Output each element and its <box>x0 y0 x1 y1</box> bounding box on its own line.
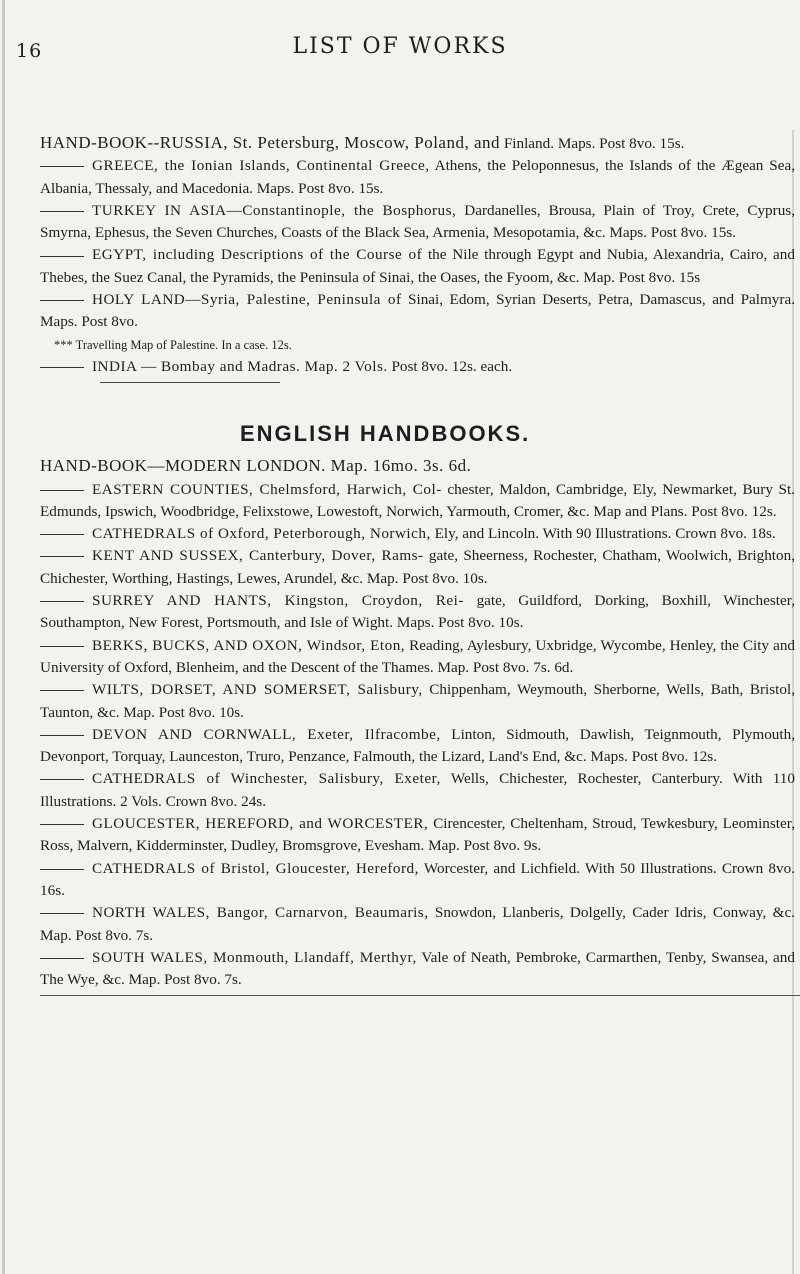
catalogue-entry <box>40 455 795 478</box>
entry-description: Finland. Maps. Post 8vo. 15s. <box>503 135 685 152</box>
catalogue-entry <box>40 813 795 858</box>
catalogue-entry <box>40 768 795 813</box>
entry-heading: WILTS, DORSET, AND SOMERSET, Salisbury, <box>92 681 423 699</box>
entry-description: Snowdon, Llanberis, Dolgelly, Cader Idris, Conway, &c. Map. Post 8vo. 7s. <box>40 904 795 944</box>
ditto-dash <box>40 601 84 602</box>
entry-heading: NORTH WALES, Bangor, Carnarvon, Beaumaris, <box>92 904 429 922</box>
ditto-dash <box>40 556 84 557</box>
entry-description: Cirencester, Cheltenham, Stroud, Tewkesbury, Leominster, Ross, Malvern, Kidderminster, Dudley, Bromsgrove, Evesham. Map. Post 8vo. 9s. <box>40 815 795 855</box>
ditto-dash <box>40 646 84 647</box>
entry-heading: TURKEY IN ASIA—Constantinople, the Bosphorus, <box>92 201 457 219</box>
ditto-dash <box>40 490 84 491</box>
ditto-dash <box>40 779 84 780</box>
foreign-handbooks-list <box>40 132 795 378</box>
entry-heading: CATHEDRALS of Bristol, Gloucester, Hereford, <box>92 859 419 877</box>
catalogue-entry <box>40 155 795 200</box>
catalogue-entry <box>40 724 795 769</box>
ditto-dash <box>40 166 84 167</box>
catalogue-entry <box>40 132 795 155</box>
end-rule <box>40 995 800 996</box>
section-rule <box>100 382 280 383</box>
entry-description: chester, Maldon, Cambridge, Ely, Newmarket, Bury St. Edmunds, Ipswich, Woodbridge, Felixstowe, Lowestoft, Norwich, Yarmouth, Cromer, &c. Map and Plans. Post 8vo. 12s. <box>40 480 796 520</box>
entry-heading: SOUTH WALES, Monmouth, Llandaff, Merthyr, <box>92 948 417 966</box>
page-content <box>40 132 795 996</box>
entry-description: Athens, the Peloponnesus, the Islands of the Ægean Sea, Albania, Thessaly, and Macedonia. Maps. Post 8vo. 15s. <box>40 157 795 197</box>
entry-description: Linton, Sidmouth, Dawlish, Teignmouth, Plymouth, Devonport, Torquay, Launceston, Truro, Penzance, Falmouth, the Lizard, Land's End, &c. Maps. Post 8vo. 12s. <box>40 725 795 766</box>
entry-heading: EASTERN COUNTIES, Chelmsford, Harwich, Col- <box>92 480 442 498</box>
entry-description: gate, Guildford, Dorking, Boxhill, Winchester, Southampton, New Forest, Portsmouth, and Isle of Wight. Maps. Post 8vo. 10s. <box>40 592 796 632</box>
entry-description: Vale of Neath, Pembroke, Carmarthen, Tenby, Swansea, and The Wye, &c. Map. Post 8vo. 7s. <box>40 948 795 989</box>
catalogue-entry <box>40 679 795 724</box>
entry-description: Worcester, and Lichfield. With 50 Illustrations. Crown 8vo. 16s. <box>40 859 795 899</box>
catalogue-entry <box>40 635 795 680</box>
entry-description: Ely, and Lincoln. With 90 Illustrations. Crown 8vo. 18s. <box>434 525 776 543</box>
entry-description: Post 8vo. 12s. each. <box>391 357 513 375</box>
catalogue-entry <box>40 289 795 334</box>
section-title: ENGLISH HANDBOOKS. <box>240 421 531 447</box>
entry-description: gate, Sheerness, Rochester, Chatham, Woolwich, Brighton, Chichester, Worthing, Hastings, Lewes, Arundel, &c. Map. Post 8vo. 10s. <box>40 547 795 587</box>
page-edge-shadow <box>2 0 5 1274</box>
catalogue-entry <box>40 334 795 356</box>
english-handbooks-list <box>40 455 795 991</box>
entry-heading: KENT AND SUSSEX, Canterbury, Dover, Rams- <box>92 547 424 565</box>
entry-description: *** Travelling Map of Palestine. In a case. 12s. <box>54 337 292 352</box>
catalogue-entry <box>40 479 795 524</box>
entry-description: Reading, Aylesbury, Uxbridge, Wycombe, Henley, the City and University of Oxford, Blenheim, and the Descent of the Thames. Map. Post 8vo. 7s. 6d. <box>40 636 796 676</box>
ditto-dash <box>40 869 84 870</box>
entry-heading: DEVON AND CORNWALL, Exeter, Ilfracombe, <box>92 725 441 743</box>
catalogue-entry <box>40 947 795 992</box>
ditto-dash <box>40 534 84 535</box>
ditto-dash <box>40 958 84 959</box>
catalogue-entry <box>40 356 795 378</box>
ditto-dash <box>40 256 84 257</box>
page-number: 16 <box>16 40 43 62</box>
ditto-dash <box>40 824 84 825</box>
catalogue-entry <box>40 545 795 590</box>
entry-heading: INDIA — Bombay and Madras. Map. 2 Vols. <box>92 357 388 375</box>
entry-heading: HAND-BOOK--RUSSIA, St. Petersburg, Moscow, Poland, and <box>40 133 501 152</box>
ditto-dash <box>40 300 84 301</box>
catalogue-entry <box>40 244 795 289</box>
ditto-dash <box>40 367 84 368</box>
entry-heading: EGYPT, including Descriptions of the Course of <box>92 246 423 264</box>
entry-heading: GLOUCESTER, HEREFORD, and WORCESTER, <box>92 815 429 833</box>
entry-heading: HOLY LAND—Syria, Palestine, Peninsula of <box>92 291 402 309</box>
catalogue-entry <box>40 523 795 545</box>
running-head: LIST OF WORKS <box>292 34 508 59</box>
entry-description: Dardanelles, Brousa, Plain of Troy, Crete, Cyprus, Smyrna, Ephesus, the Seven Churches, Coasts of the Black Sea, Armenia, Mesopotamia, &c. Maps. Post 8vo. 15s. <box>40 201 795 242</box>
entry-heading: CATHEDRALS of Winchester, Salisbury, Exeter, <box>92 770 441 788</box>
entry-heading: BERKS, BUCKS, AND OXON, Windsor, Eton, <box>92 636 406 654</box>
entry-heading: GREECE, the Ionian Islands, Continental Greece, <box>92 157 430 175</box>
catalogue-entry <box>40 200 795 245</box>
catalogue-entry <box>40 902 795 947</box>
entry-description: Sinai, Edom, Syrian Deserts, Petra, Damascus, and Palmyra. Maps. Post 8vo. <box>40 291 796 331</box>
entry-description: Wells, Chichester, Rochester, Canterbury. With 110 Illustrations. 2 Vols. Crown 8vo. 24s. <box>40 770 795 810</box>
ditto-dash <box>40 735 84 736</box>
entry-heading: SURREY AND HANTS, Kingston, Croydon, Rei- <box>92 592 464 610</box>
entry-heading: HAND-BOOK—MODERN LONDON. Map. 16mo. 3s. 6d. <box>40 456 472 476</box>
ditto-dash <box>40 913 84 914</box>
entry-heading: CATHEDRALS of Oxford, Peterborough, Norwich, <box>92 525 431 543</box>
catalogue-entry <box>40 590 795 635</box>
ditto-dash <box>40 211 84 212</box>
entry-description: the Nile through Egypt and Nubia, Alexandria, Cairo, and Thebes, the Suez Canal, the Pyramids, the Peninsula of Sinai, the Oases, the Fyoom, &c. Map. Post 8vo. 15s <box>40 246 795 286</box>
catalogue-entry <box>40 858 795 903</box>
entry-description: Chippenham, Weymouth, Sherborne, Wells, Bath, Bristol, Taunton, &c. Map. Post 8vo. 10s. <box>40 681 795 721</box>
ditto-dash <box>40 690 84 691</box>
